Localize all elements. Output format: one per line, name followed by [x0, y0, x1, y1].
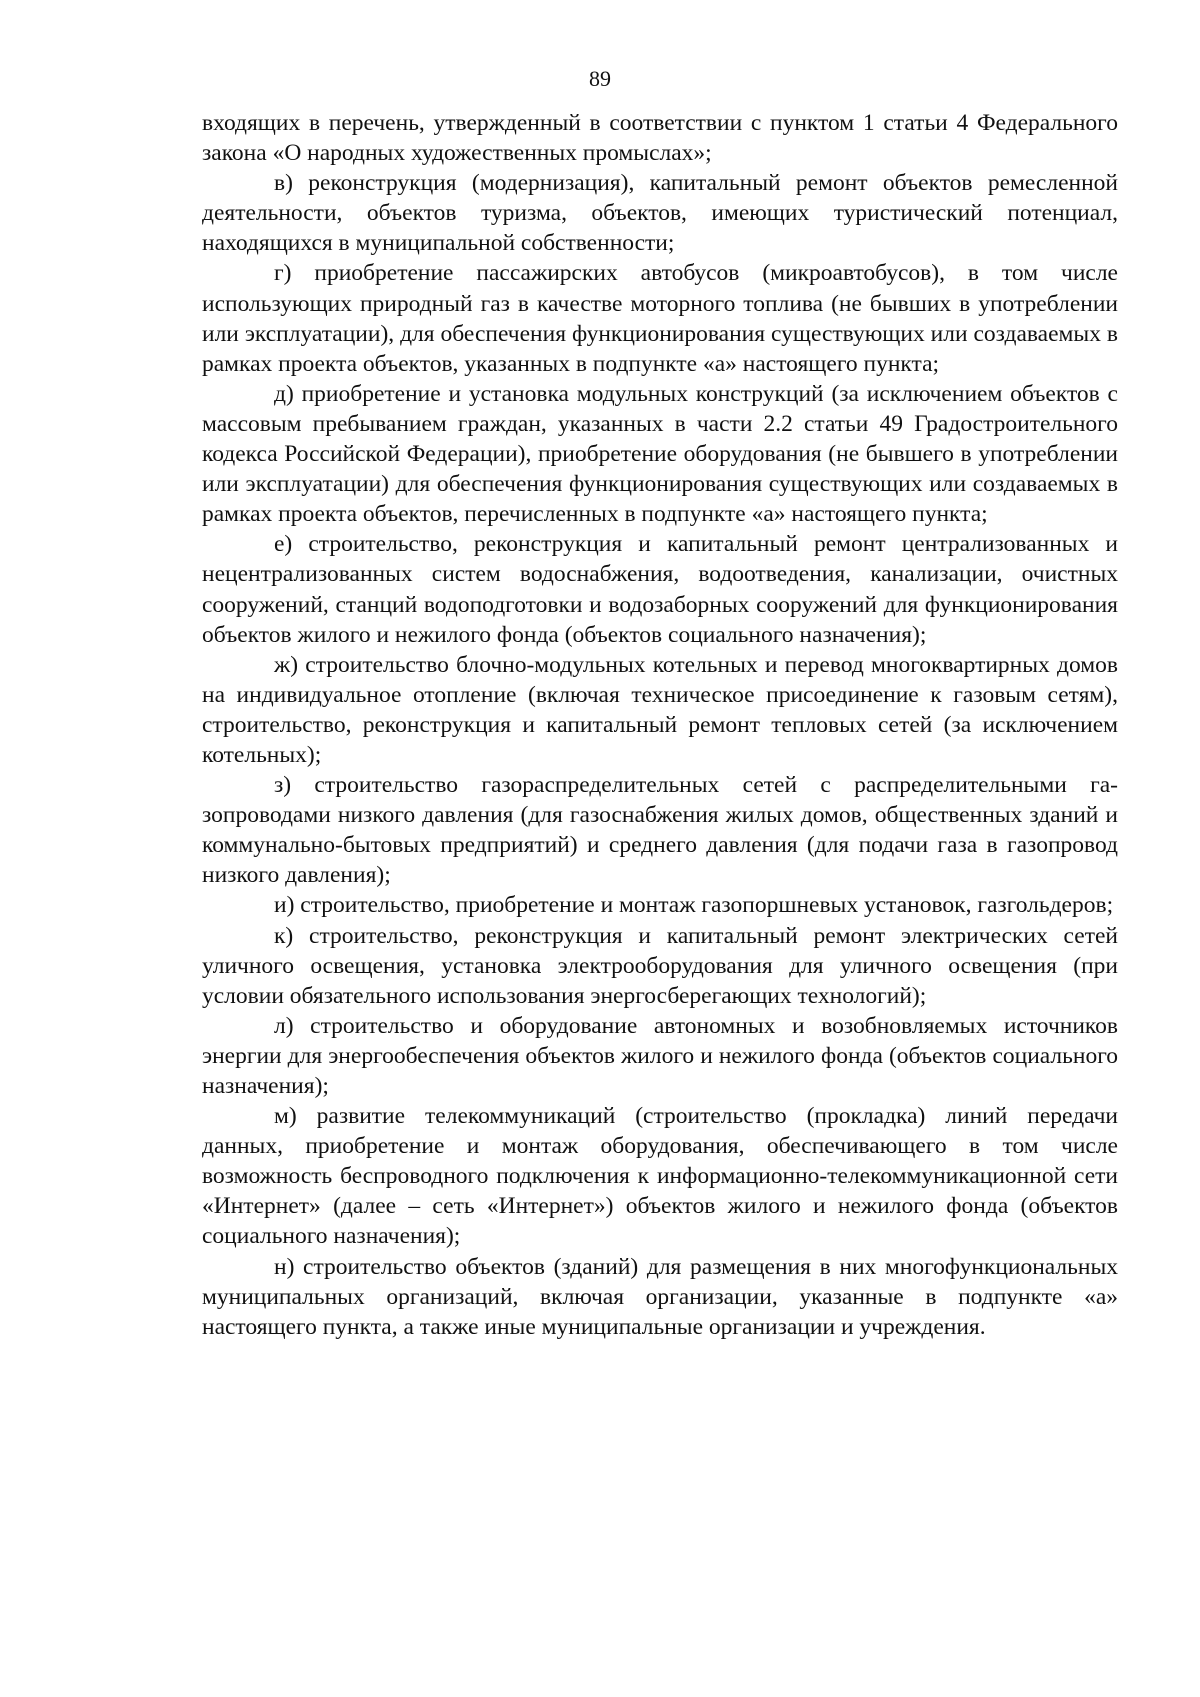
paragraph-item-e: е) строительство, реконструкция и капитальный ремонт централизованных и нецентрализованных систем водоснабжения, водоотведения, канализации, очистных сооружений, станций водоподготовки и водозаборных сооружений для функционирования объектов жилого и нежилого фонда (объектов социального назначения);: [202, 531, 1118, 648]
paragraph-item-m: м) развитие телекоммуникаций (строительство (прокладка) линий передачи данных, приобретение и монтаж оборудования, обеспечивающего в том числе возможность беспроводного подключения к информационно-телекоммуникационной сети «Интернет» (далее – сеть «Интернет») объектов жилого и нежилого фонда (объектов социального назначения);: [202, 1103, 1118, 1250]
paragraph-item-z: з) строительство газораспределительных сетей с распределительными газопроводами низкого давления (для газоснабжения жилых домов, общественных зданий и коммунально-бытовых предприятий) и среднего давления (для подачи газа в газопровод низкого давления);: [202, 772, 1118, 889]
paragraph-item-zh: ж) строительство блочно-модульных котельных и перевод многоквартирных домов на индивидуальное отопление (включая техническое присоединение к газовым сетям), строительство, реконструкция и капитальный ремонт тепловых сетей (за исключением котельных);: [202, 651, 1118, 768]
paragraph-item-k: к) строительство, реконструкция и капитальный ремонт электрических сетей уличного освещения, установка электрооборудования для уличного освещения (при условии обязательного использования энергосберегающих технологий);: [202, 922, 1118, 1009]
paragraph-item-v: в) реконструкция (модернизация), капитальный ремонт объектов ремесленной деятельности, объектов туризма, объектов, имеющих туристический потенциал, находящихся в муниципальной собственности;: [202, 170, 1118, 257]
paragraph-item-i: и) строительство, приобретение и монтаж газопоршневых установок, газгольдеров;: [274, 892, 1114, 919]
page-number: 89: [589, 66, 611, 91]
document-body: [202, 108, 1118, 1342]
paragraph-item-l: л) строительство и оборудование автономных и возобновляемых источников энергии для энергообеспечения объектов жилого и нежилого фонда (объектов социального назначения);: [202, 1012, 1118, 1099]
paragraph-item-d: д) приобретение и установка модульных конструкций (за исключением объектов с массовым пребыванием граждан, указанных в части 2.2 статьи 49 Градостроительного кодекса Российской Федерации), приобретение оборудования (не бывшего в употреблении или эксплуатации) для обеспечения функционирования существующих или создаваемых в рамках проекта объектов, перечисленных в подпункте «а» настоящего пункта;: [202, 380, 1118, 528]
paragraph-continuation: входящих в перечень, утвержденный в соответствии с пунктом 1 статьи 4 Федерального закона «О народных художественных промыслах»;: [202, 110, 1118, 167]
paragraph-item-n: н) строительство объектов (зданий) для размещения в них многофункциональных муниципальных организаций, включая организации, указанные в подпункте «а» настоящего пункта, а также иные муниципальные организации и учреждения.: [202, 1253, 1118, 1340]
paragraph-item-g: г) приобретение пассажирских автобусов (микроавтобусов), в том числе использующих природный газ в качестве моторного топлива (не бывших в употреблении или эксплуатации), для обеспечения функционирования существующих или создаваемых в рамках проекта объектов, указанных в подпункте «а» настоящего пункта;: [202, 260, 1118, 377]
